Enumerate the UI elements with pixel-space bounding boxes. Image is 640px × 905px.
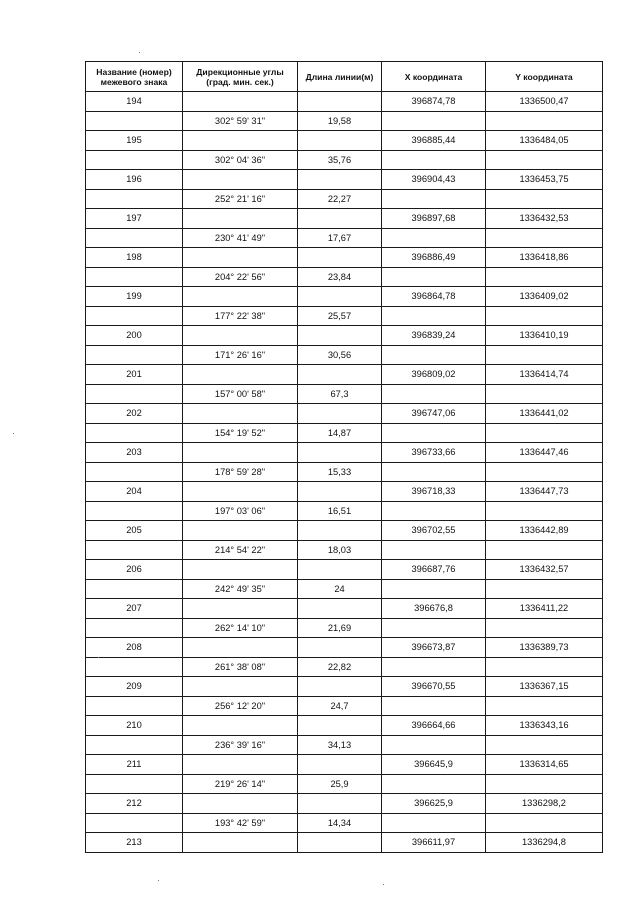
cell-bearing <box>183 326 298 346</box>
table-row <box>86 755 603 775</box>
table-row <box>86 560 603 580</box>
cell-y-coordinate: 1336418,86 <box>486 248 603 268</box>
cell-y-coordinate: 1336500,47 <box>486 92 603 112</box>
cell-y-coordinate <box>486 423 603 443</box>
cell-x-coordinate: 396687,76 <box>382 560 486 580</box>
table-row <box>86 716 603 736</box>
cell-x-coordinate: 396611,97 <box>382 833 486 853</box>
cell-bearing <box>183 521 298 541</box>
cell-bearing: 197° 03' 06" <box>183 501 298 521</box>
table-header <box>86 62 603 92</box>
cell-mark-name <box>86 189 183 209</box>
cell-x-coordinate <box>382 267 486 287</box>
table-row <box>86 131 603 151</box>
cell-y-coordinate: 1336453,75 <box>486 170 603 190</box>
cell-line-length: 24,7 <box>298 696 382 716</box>
table-body <box>86 92 603 853</box>
cell-x-coordinate: 396676,8 <box>382 599 486 619</box>
table-row <box>86 638 603 658</box>
table-row <box>86 326 603 346</box>
table-row <box>86 501 603 521</box>
cell-line-length <box>298 482 382 502</box>
table-row <box>86 521 603 541</box>
cell-y-coordinate: 1336432,57 <box>486 560 603 580</box>
cell-y-coordinate <box>486 813 603 833</box>
cell-bearing: 177° 22' 38" <box>183 306 298 326</box>
cell-y-coordinate <box>486 384 603 404</box>
table-row <box>86 170 603 190</box>
cell-line-length <box>298 131 382 151</box>
cell-bearing <box>183 677 298 697</box>
cell-y-coordinate: 1336414,74 <box>486 365 603 385</box>
cell-x-coordinate <box>382 345 486 365</box>
cell-y-coordinate <box>486 306 603 326</box>
cell-line-length <box>298 755 382 775</box>
table-row <box>86 267 603 287</box>
cell-x-coordinate <box>382 696 486 716</box>
cell-x-coordinate: 396809,02 <box>382 365 486 385</box>
cell-line-length <box>298 716 382 736</box>
column-header-y-coordinate: Y координата <box>486 62 603 92</box>
cell-x-coordinate: 396885,44 <box>382 131 486 151</box>
cell-bearing: 204° 22' 56" <box>183 267 298 287</box>
cell-mark-name: 194 <box>86 92 183 112</box>
cell-bearing <box>183 209 298 229</box>
cell-y-coordinate <box>486 774 603 794</box>
cell-line-length: 14,34 <box>298 813 382 833</box>
cell-y-coordinate <box>486 189 603 209</box>
cell-mark-name <box>86 540 183 560</box>
cell-x-coordinate <box>382 228 486 248</box>
cell-x-coordinate <box>382 111 486 131</box>
cell-bearing <box>183 365 298 385</box>
cell-x-coordinate <box>382 306 486 326</box>
table-row <box>86 209 603 229</box>
cell-bearing: 171° 26' 16" <box>183 345 298 365</box>
cell-mark-name <box>86 813 183 833</box>
cell-line-length: 34,13 <box>298 735 382 755</box>
cell-bearing <box>183 599 298 619</box>
cell-y-coordinate: 1336410,19 <box>486 326 603 346</box>
cell-x-coordinate: 396886,49 <box>382 248 486 268</box>
cell-y-coordinate: 1336442,89 <box>486 521 603 541</box>
cell-bearing <box>183 404 298 424</box>
cell-bearing: 236° 39' 16" <box>183 735 298 755</box>
cell-bearing: 302° 04' 36" <box>183 150 298 170</box>
cell-line-length <box>298 560 382 580</box>
cell-x-coordinate <box>382 501 486 521</box>
cell-y-coordinate <box>486 267 603 287</box>
table-row <box>86 657 603 677</box>
scan-speck <box>139 52 140 53</box>
cell-mark-name: 196 <box>86 170 183 190</box>
table-row <box>86 579 603 599</box>
cell-x-coordinate: 396718,33 <box>382 482 486 502</box>
cell-line-length: 35,76 <box>298 150 382 170</box>
cell-x-coordinate: 396702,55 <box>382 521 486 541</box>
cell-y-coordinate <box>486 657 603 677</box>
cell-line-length: 19,58 <box>298 111 382 131</box>
cell-line-length <box>298 209 382 229</box>
cell-x-coordinate: 396747,06 <box>382 404 486 424</box>
cell-x-coordinate <box>382 735 486 755</box>
cell-mark-name <box>86 735 183 755</box>
cell-line-length: 21,69 <box>298 618 382 638</box>
cell-bearing <box>183 92 298 112</box>
cell-mark-name: 211 <box>86 755 183 775</box>
cell-x-coordinate <box>382 384 486 404</box>
cell-y-coordinate <box>486 345 603 365</box>
table-row <box>86 423 603 443</box>
cell-x-coordinate <box>382 189 486 209</box>
cell-mark-name <box>86 579 183 599</box>
cell-line-length <box>298 599 382 619</box>
cell-bearing <box>183 170 298 190</box>
cell-line-length: 18,03 <box>298 540 382 560</box>
table-row <box>86 404 603 424</box>
cell-line-length: 17,67 <box>298 228 382 248</box>
cell-y-coordinate <box>486 150 603 170</box>
cell-y-coordinate: 1336411,22 <box>486 599 603 619</box>
cell-mark-name: 208 <box>86 638 183 658</box>
cell-line-length <box>298 92 382 112</box>
table-row <box>86 540 603 560</box>
cell-bearing: 214° 54' 22" <box>183 540 298 560</box>
cell-mark-name <box>86 111 183 131</box>
cell-bearing <box>183 443 298 463</box>
cell-line-length <box>298 794 382 814</box>
table-row <box>86 833 603 853</box>
cell-mark-name <box>86 267 183 287</box>
table-row <box>86 92 603 112</box>
cell-mark-name <box>86 657 183 677</box>
cell-x-coordinate: 396673,87 <box>382 638 486 658</box>
table-row <box>86 482 603 502</box>
cell-line-length: 22,82 <box>298 657 382 677</box>
cell-line-length: 15,33 <box>298 462 382 482</box>
cell-bearing: 261° 38' 08" <box>183 657 298 677</box>
cell-y-coordinate: 1336343,16 <box>486 716 603 736</box>
table-row <box>86 365 603 385</box>
cell-x-coordinate <box>382 150 486 170</box>
cell-bearing <box>183 560 298 580</box>
cell-y-coordinate: 1336367,15 <box>486 677 603 697</box>
cell-line-length: 24 <box>298 579 382 599</box>
cell-x-coordinate <box>382 540 486 560</box>
scan-speck <box>158 880 159 881</box>
cell-y-coordinate <box>486 735 603 755</box>
cell-y-coordinate <box>486 462 603 482</box>
cell-line-length <box>298 638 382 658</box>
cell-y-coordinate <box>486 501 603 521</box>
cell-y-coordinate: 1336409,02 <box>486 287 603 307</box>
cell-mark-name <box>86 618 183 638</box>
cell-mark-name: 199 <box>86 287 183 307</box>
cell-mark-name: 212 <box>86 794 183 814</box>
cell-mark-name: 213 <box>86 833 183 853</box>
cell-line-length: 23,84 <box>298 267 382 287</box>
table-row <box>86 677 603 697</box>
table-row <box>86 794 603 814</box>
header-row <box>86 62 603 92</box>
cell-mark-name <box>86 306 183 326</box>
cell-x-coordinate <box>382 813 486 833</box>
cell-mark-name: 210 <box>86 716 183 736</box>
column-header-mark-name: Название (номер) межевого знака <box>86 62 183 92</box>
cell-bearing <box>183 794 298 814</box>
cell-x-coordinate: 396839,24 <box>382 326 486 346</box>
cell-y-coordinate: 1336432,53 <box>486 209 603 229</box>
cell-y-coordinate <box>486 696 603 716</box>
cell-bearing <box>183 287 298 307</box>
table-row <box>86 150 603 170</box>
cell-bearing: 242° 49' 35" <box>183 579 298 599</box>
cell-bearing <box>183 248 298 268</box>
table-row <box>86 111 603 131</box>
scan-speck <box>98 657 99 658</box>
cell-line-length <box>298 287 382 307</box>
cell-line-length: 14,87 <box>298 423 382 443</box>
cell-bearing <box>183 638 298 658</box>
table-row <box>86 774 603 794</box>
cell-line-length <box>298 326 382 346</box>
cell-x-coordinate: 396897,68 <box>382 209 486 229</box>
cell-x-coordinate <box>382 657 486 677</box>
cell-x-coordinate: 396864,78 <box>382 287 486 307</box>
table-row <box>86 306 603 326</box>
cell-mark-name: 202 <box>86 404 183 424</box>
cell-line-length: 22,27 <box>298 189 382 209</box>
cell-line-length: 30,56 <box>298 345 382 365</box>
cell-mark-name <box>86 774 183 794</box>
cell-mark-name <box>86 423 183 443</box>
cell-y-coordinate <box>486 579 603 599</box>
cell-x-coordinate: 396670,55 <box>382 677 486 697</box>
cell-mark-name <box>86 345 183 365</box>
cell-y-coordinate: 1336389,73 <box>486 638 603 658</box>
cell-line-length <box>298 677 382 697</box>
cell-x-coordinate <box>382 579 486 599</box>
table-row <box>86 735 603 755</box>
cell-bearing: 262° 14' 10" <box>183 618 298 638</box>
cell-x-coordinate: 396664,66 <box>382 716 486 736</box>
cell-bearing <box>183 131 298 151</box>
cell-mark-name <box>86 228 183 248</box>
table-row <box>86 443 603 463</box>
cell-mark-name <box>86 696 183 716</box>
cell-mark-name: 207 <box>86 599 183 619</box>
table-row <box>86 189 603 209</box>
cell-bearing: 154° 19' 52" <box>183 423 298 443</box>
table-row <box>86 618 603 638</box>
cell-line-length: 16,51 <box>298 501 382 521</box>
cell-mark-name: 204 <box>86 482 183 502</box>
cell-y-coordinate: 1336447,73 <box>486 482 603 502</box>
cell-bearing <box>183 482 298 502</box>
table-row <box>86 813 603 833</box>
cell-line-length <box>298 521 382 541</box>
column-header-line-length: Длина линии(м) <box>298 62 382 92</box>
cell-y-coordinate: 1336441,02 <box>486 404 603 424</box>
cell-x-coordinate <box>382 462 486 482</box>
cell-mark-name: 209 <box>86 677 183 697</box>
cell-x-coordinate: 396904,43 <box>382 170 486 190</box>
table-row <box>86 287 603 307</box>
cell-y-coordinate: 1336484,05 <box>486 131 603 151</box>
cell-mark-name: 206 <box>86 560 183 580</box>
cell-bearing: 193° 42' 59" <box>183 813 298 833</box>
table-row <box>86 696 603 716</box>
cell-bearing: 157° 00' 58" <box>183 384 298 404</box>
cell-y-coordinate: 1336314,65 <box>486 755 603 775</box>
cell-mark-name: 205 <box>86 521 183 541</box>
cell-line-length: 67,3 <box>298 384 382 404</box>
cell-x-coordinate: 396625,9 <box>382 794 486 814</box>
cell-x-coordinate: 396645,9 <box>382 755 486 775</box>
cell-bearing: 256° 12' 20" <box>183 696 298 716</box>
scan-speck <box>13 433 14 434</box>
cell-mark-name: 200 <box>86 326 183 346</box>
cell-line-length: 25,57 <box>298 306 382 326</box>
cell-line-length <box>298 170 382 190</box>
cell-y-coordinate <box>486 228 603 248</box>
cell-bearing <box>183 755 298 775</box>
cell-line-length <box>298 833 382 853</box>
cell-line-length <box>298 365 382 385</box>
table-row <box>86 384 603 404</box>
cell-y-coordinate: 1336298,2 <box>486 794 603 814</box>
scan-speck <box>383 884 384 885</box>
cell-line-length <box>298 248 382 268</box>
column-header-x-coordinate: X координата <box>382 62 486 92</box>
column-header-bearing: Дирекционные углы (град. мин. сек.) <box>183 62 298 92</box>
cell-mark-name <box>86 462 183 482</box>
cell-y-coordinate <box>486 111 603 131</box>
cell-bearing <box>183 833 298 853</box>
cell-x-coordinate: 396733,66 <box>382 443 486 463</box>
cell-mark-name: 198 <box>86 248 183 268</box>
cell-mark-name: 197 <box>86 209 183 229</box>
cell-y-coordinate: 1336294,8 <box>486 833 603 853</box>
cell-bearing: 219° 26' 14" <box>183 774 298 794</box>
cell-y-coordinate <box>486 618 603 638</box>
cell-line-length <box>298 443 382 463</box>
cell-line-length: 25,9 <box>298 774 382 794</box>
cell-mark-name <box>86 501 183 521</box>
table-row <box>86 228 603 248</box>
table-row <box>86 345 603 365</box>
cell-x-coordinate <box>382 423 486 443</box>
cell-x-coordinate <box>382 618 486 638</box>
cell-bearing: 302° 59' 31" <box>183 111 298 131</box>
cell-bearing: 230° 41' 49" <box>183 228 298 248</box>
cell-y-coordinate: 1336447,46 <box>486 443 603 463</box>
cell-mark-name: 203 <box>86 443 183 463</box>
cell-mark-name: 195 <box>86 131 183 151</box>
table-row <box>86 248 603 268</box>
cell-mark-name <box>86 150 183 170</box>
cell-bearing <box>183 716 298 736</box>
table-row <box>86 599 603 619</box>
cell-x-coordinate: 396874,78 <box>382 92 486 112</box>
cell-y-coordinate <box>486 540 603 560</box>
cell-bearing: 178° 59' 28" <box>183 462 298 482</box>
cell-line-length <box>298 404 382 424</box>
cell-mark-name: 201 <box>86 365 183 385</box>
cell-bearing: 252° 21' 16" <box>183 189 298 209</box>
cell-mark-name <box>86 384 183 404</box>
table-row <box>86 462 603 482</box>
cell-x-coordinate <box>382 774 486 794</box>
boundary-marks-table <box>85 61 603 853</box>
